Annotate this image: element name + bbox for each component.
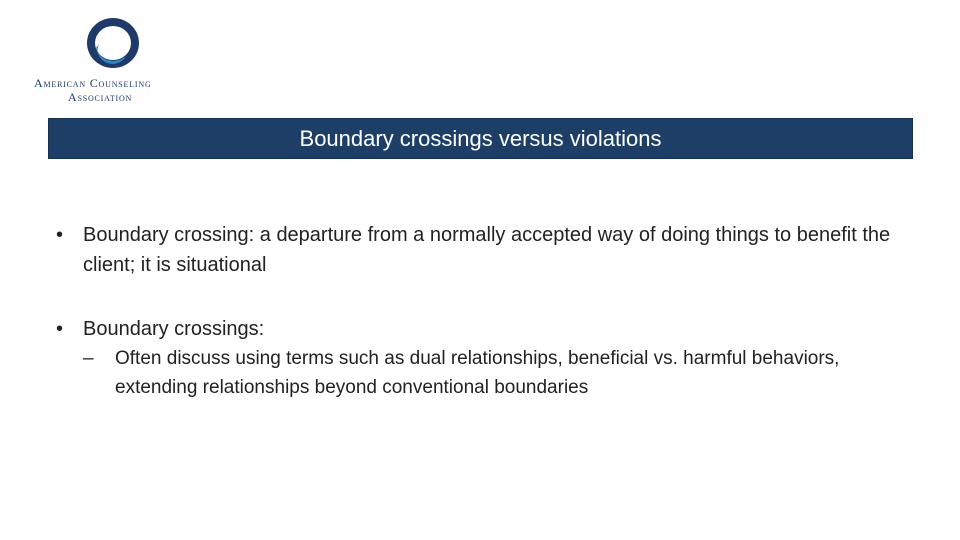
bullet-item [56,220,916,280]
aca-logo [30,14,200,104]
bullet-text: Boundary crossing: a departure from a normally accepted way of doing things to benefit the client; it is situational [83,224,891,276]
bullet-text: Boundary crossings: [83,318,265,340]
bullet-marker: • [56,224,64,246]
slide-title: Boundary crossings versus violations [299,125,662,151]
bullet-item [56,314,916,344]
sub-bullet-item [83,344,916,402]
slide-content [56,220,916,402]
logo-text-line1: American Counseling [34,76,152,90]
logo-text-line2: Association [68,90,133,104]
sub-bullet-marker: – [83,348,94,369]
aca-ring-logo-icon [82,14,144,72]
bullet-marker: • [56,318,64,340]
title-bar [48,118,913,159]
sub-bullet-text: Often discuss using terms such as dual relationships, beneficial vs. harmful behaviors, extending relationships beyond conventional boundaries [115,348,840,398]
